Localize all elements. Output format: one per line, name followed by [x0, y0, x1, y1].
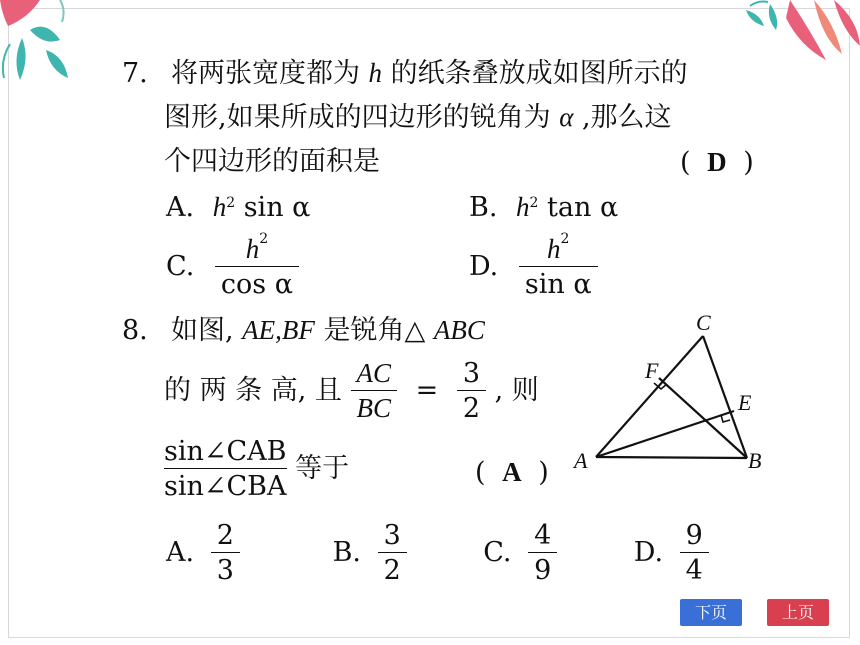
q8-ratio-fraction [351, 360, 398, 422]
vertex-label-f: F [645, 358, 659, 383]
q8-option-c-num: 4 [528, 522, 557, 553]
q8-value-fraction [457, 360, 486, 422]
q8-option-d-den: 4 [685, 555, 703, 586]
q8-answer [475, 456, 549, 489]
q7-option-b-base: h [516, 192, 530, 222]
triangle-figure [570, 308, 780, 478]
q8-ae-bf: AE,BF [242, 315, 315, 345]
q8-option-a-den: 3 [216, 555, 234, 586]
q8-expression-den: sin∠CBA [164, 471, 287, 502]
altitude-bf [659, 378, 747, 458]
q8-options [166, 522, 709, 584]
q8-option-b-fraction [378, 522, 407, 584]
q7-answer-value: D [707, 147, 727, 177]
q7-text-2b: ,那么这 [581, 102, 672, 133]
q7-option-c-num-exp: 2 [259, 231, 269, 247]
q7-option-d-fraction [519, 231, 598, 300]
vertex-label-b: B [748, 448, 762, 473]
side-ab [596, 457, 747, 458]
vertex-label-c: C [696, 310, 711, 335]
q8-text-1a: 如图, [170, 315, 234, 346]
right-angle-mark-e [721, 415, 730, 422]
q7-text-3: 个四边形的面积是 [164, 146, 380, 177]
q7-option-a-base: h [212, 192, 227, 222]
q7-option-c-fraction [215, 231, 299, 300]
q7-answer [680, 146, 754, 179]
q7-text-1a: 将两张宽度都为 [170, 58, 360, 89]
q7-option-b-exp: 2 [529, 195, 539, 211]
q8-option-d-fraction [680, 522, 709, 584]
q7-text-1b: 的纸条叠放成如图所示的 [390, 58, 688, 89]
q7-line-1 [122, 57, 688, 90]
q8-answer-value: A [502, 457, 522, 487]
q7-option-a-func: sin α [243, 192, 311, 223]
q8-text-2a: 的 两 条 高, 且 [164, 375, 342, 406]
q7-line-3 [164, 146, 380, 178]
q7-option-a [166, 191, 310, 224]
q8-line-3 [164, 438, 349, 500]
q8-option-b-label: B. [332, 537, 362, 568]
q8-text-3b: 等于 [295, 453, 350, 484]
q7-option-b [469, 191, 618, 224]
q8-option-b-den: 2 [383, 555, 401, 586]
q8-equals: = [415, 375, 439, 406]
q8-option-c-den: 9 [534, 555, 552, 586]
q7-line-2 [164, 101, 672, 134]
q8-option-b [333, 522, 475, 584]
q7-option-d-label: D. [469, 251, 499, 282]
q8-abc: ABC [433, 315, 485, 345]
q8-expression-num: sin∠CAB [164, 436, 287, 467]
q7-option-c-label: C. [166, 251, 195, 282]
q8-option-d [634, 522, 709, 584]
prev-page-button[interactable]: 上页 [767, 599, 829, 626]
q8-option-d-num: 9 [680, 522, 709, 553]
q7-text-2a: 图形,如果所成的四边形的锐角为 [164, 102, 551, 133]
q8-expression-fraction [164, 438, 287, 500]
q8-number: 8. [122, 315, 148, 346]
q7-option-a-exp: 2 [226, 195, 236, 211]
q8-option-c [483, 522, 625, 584]
q8-line-1 [122, 314, 485, 347]
q8-line-2 [164, 360, 539, 422]
q7-option-b-func: tan α [547, 192, 619, 223]
q8-text-1b: 是锐角△ [323, 315, 426, 346]
leaf-decoration-top-left [0, 0, 80, 90]
q8-option-a-label: A. [166, 537, 195, 568]
next-page-button[interactable]: 下页 [680, 599, 742, 626]
q8-option-c-fraction [528, 522, 557, 584]
q8-value-den: 2 [462, 393, 481, 424]
q7-option-d-den: sin α [524, 269, 592, 300]
q8-ratio-num: AC [351, 360, 398, 391]
q7-option-c [166, 231, 299, 300]
q8-option-c-label: C. [483, 537, 512, 568]
q8-option-d-label: D. [633, 537, 664, 568]
q7-option-b-label: B. [469, 192, 498, 223]
q8-answer-open: ( [475, 457, 486, 488]
q8-option-a [166, 522, 324, 584]
q7-number: 7. [122, 58, 148, 89]
q8-option-a-fraction [211, 522, 240, 584]
vertex-label-a: A [574, 448, 588, 473]
q7-option-c-den: cos α [220, 269, 293, 300]
q8-answer-close: ) [538, 457, 549, 488]
q8-option-a-num: 2 [211, 522, 240, 553]
vertex-label-e: E [738, 390, 752, 415]
q7-option-d-num-base: h [547, 234, 561, 264]
q8-text-2b: , 则 [494, 375, 539, 406]
q8-ratio-den: BC [356, 393, 392, 423]
q7-option-a-label: A. [166, 192, 195, 223]
q8-value-num: 3 [457, 360, 486, 391]
q7-var-h: h [368, 58, 383, 88]
q7-answer-close: ) [743, 147, 754, 178]
q7-answer-open: ( [680, 147, 691, 178]
q7-option-d-num-exp: 2 [560, 231, 570, 247]
q7-var-alpha: α [559, 102, 574, 132]
leaf-decoration-top-right [730, 0, 860, 80]
q8-option-b-num: 3 [378, 522, 407, 553]
q7-option-c-num-base: h [245, 234, 260, 264]
q7-option-d [469, 231, 598, 300]
